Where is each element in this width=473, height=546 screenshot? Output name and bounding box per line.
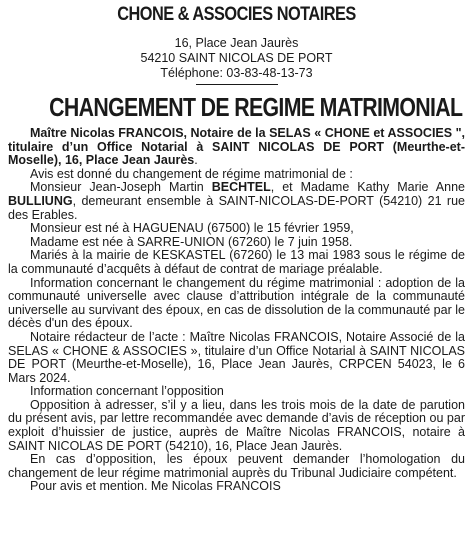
opposition-paragraph: Opposition à adresser, s’il y a lieu, dans les trois mois de la date de parution du présent avis, par lettre recommandée avec demande d’avis de réception ou par exploit d’huissier de justice, auprès de Maître Nicolas FRANCOIS, notaire à SAINT NICOLAS DE PORT (54210), 16, Place Jean Jaurès.	[8, 397, 465, 453]
birth-husband: Monsieur est né à HAGUENAU (67500) le 15 février 1959,	[30, 221, 354, 236]
spouses-text-1: Monsieur Jean-Joseph Martin	[30, 180, 212, 195]
opposition-heading: Information concernant l’opposition	[30, 384, 224, 399]
firm-phone: Téléphone: 03-83-48-13-73	[160, 66, 313, 80]
spouses-paragraph	[8, 181, 465, 222]
spouses-text-2: , et Madame Kathy Marie Anne	[270, 180, 465, 195]
husband-surname: BECHTEL	[211, 180, 271, 195]
firm-name: CHONE & ASSOCIES NOTAIRES	[117, 4, 356, 25]
intro-end: .	[194, 153, 198, 168]
intro-notary-text: Maître Nicolas FRANCOIS, Notaire de la SELAS « CHONE et ASSOCIES ", titulaire d’un Office Notarial à SAINT NICOLAS DE PORT (Meurthe-et-Moselle), 16, Place Jean Jaurès	[8, 126, 465, 168]
marriage-paragraph: Mariés à la mairie de KESKASTEL (67260) le 13 mai 1983 sous le régime de la communauté d’acquêts à défaut de contrat de mariage préalable.	[8, 248, 465, 276]
information-paragraph: Information concernant le changement du régime matrimonial : adoption de la communauté universelle avec clause d’attribution intégrale de la communauté universelle au survivant des époux, en cas de dissolution de la communauté par le décès d'un des époux.	[8, 275, 465, 331]
birth-wife: Madame est née à SARRE-UNION (67260) le 7 juin 1958.	[30, 234, 353, 249]
firm-street: 16, Place Jean Jaurès	[174, 36, 299, 50]
homologation-paragraph: En cas d’opposition, les époux peuvent demander l’homologation du changement de leur régime matrimonial auprès du Tribunal Judiciaire compétent.	[8, 452, 465, 480]
spouses-text-3: , demeurant ensemble à SAINT-NICOLAS-DE-PORT (54210) 21 rue des Erables.	[8, 193, 465, 222]
notice-body	[8, 127, 465, 494]
firm-address	[8, 36, 465, 81]
notice-line: Avis est donné du changement de régime matrimonial de :	[30, 166, 353, 181]
intro-paragraph	[8, 127, 465, 168]
closing-line: Pour avis et mention. Me Nicolas FRANCOIS	[30, 479, 281, 494]
notice-title: CHANGEMENT DE REGIME MATRIMONIAL	[49, 92, 463, 122]
header-divider	[196, 84, 278, 85]
notary-firm-header	[8, 4, 465, 85]
wife-surname: BULLIUNG	[8, 193, 73, 208]
drafter-paragraph: Notaire rédacteur de l’acte : Maître Nicolas FRANCOIS, Notaire Associé de la SELAS « CHONE & ASSOCIES », titulaire d’un Office Notarial à SAINT NICOLAS DE PORT (Meurthe-et-Moselle), 16, Place Jean Jaurès, CRPCEN 54023, le 6 Mars 2024.	[8, 329, 465, 385]
firm-city: 54210 SAINT NICOLAS DE PORT	[140, 51, 333, 65]
